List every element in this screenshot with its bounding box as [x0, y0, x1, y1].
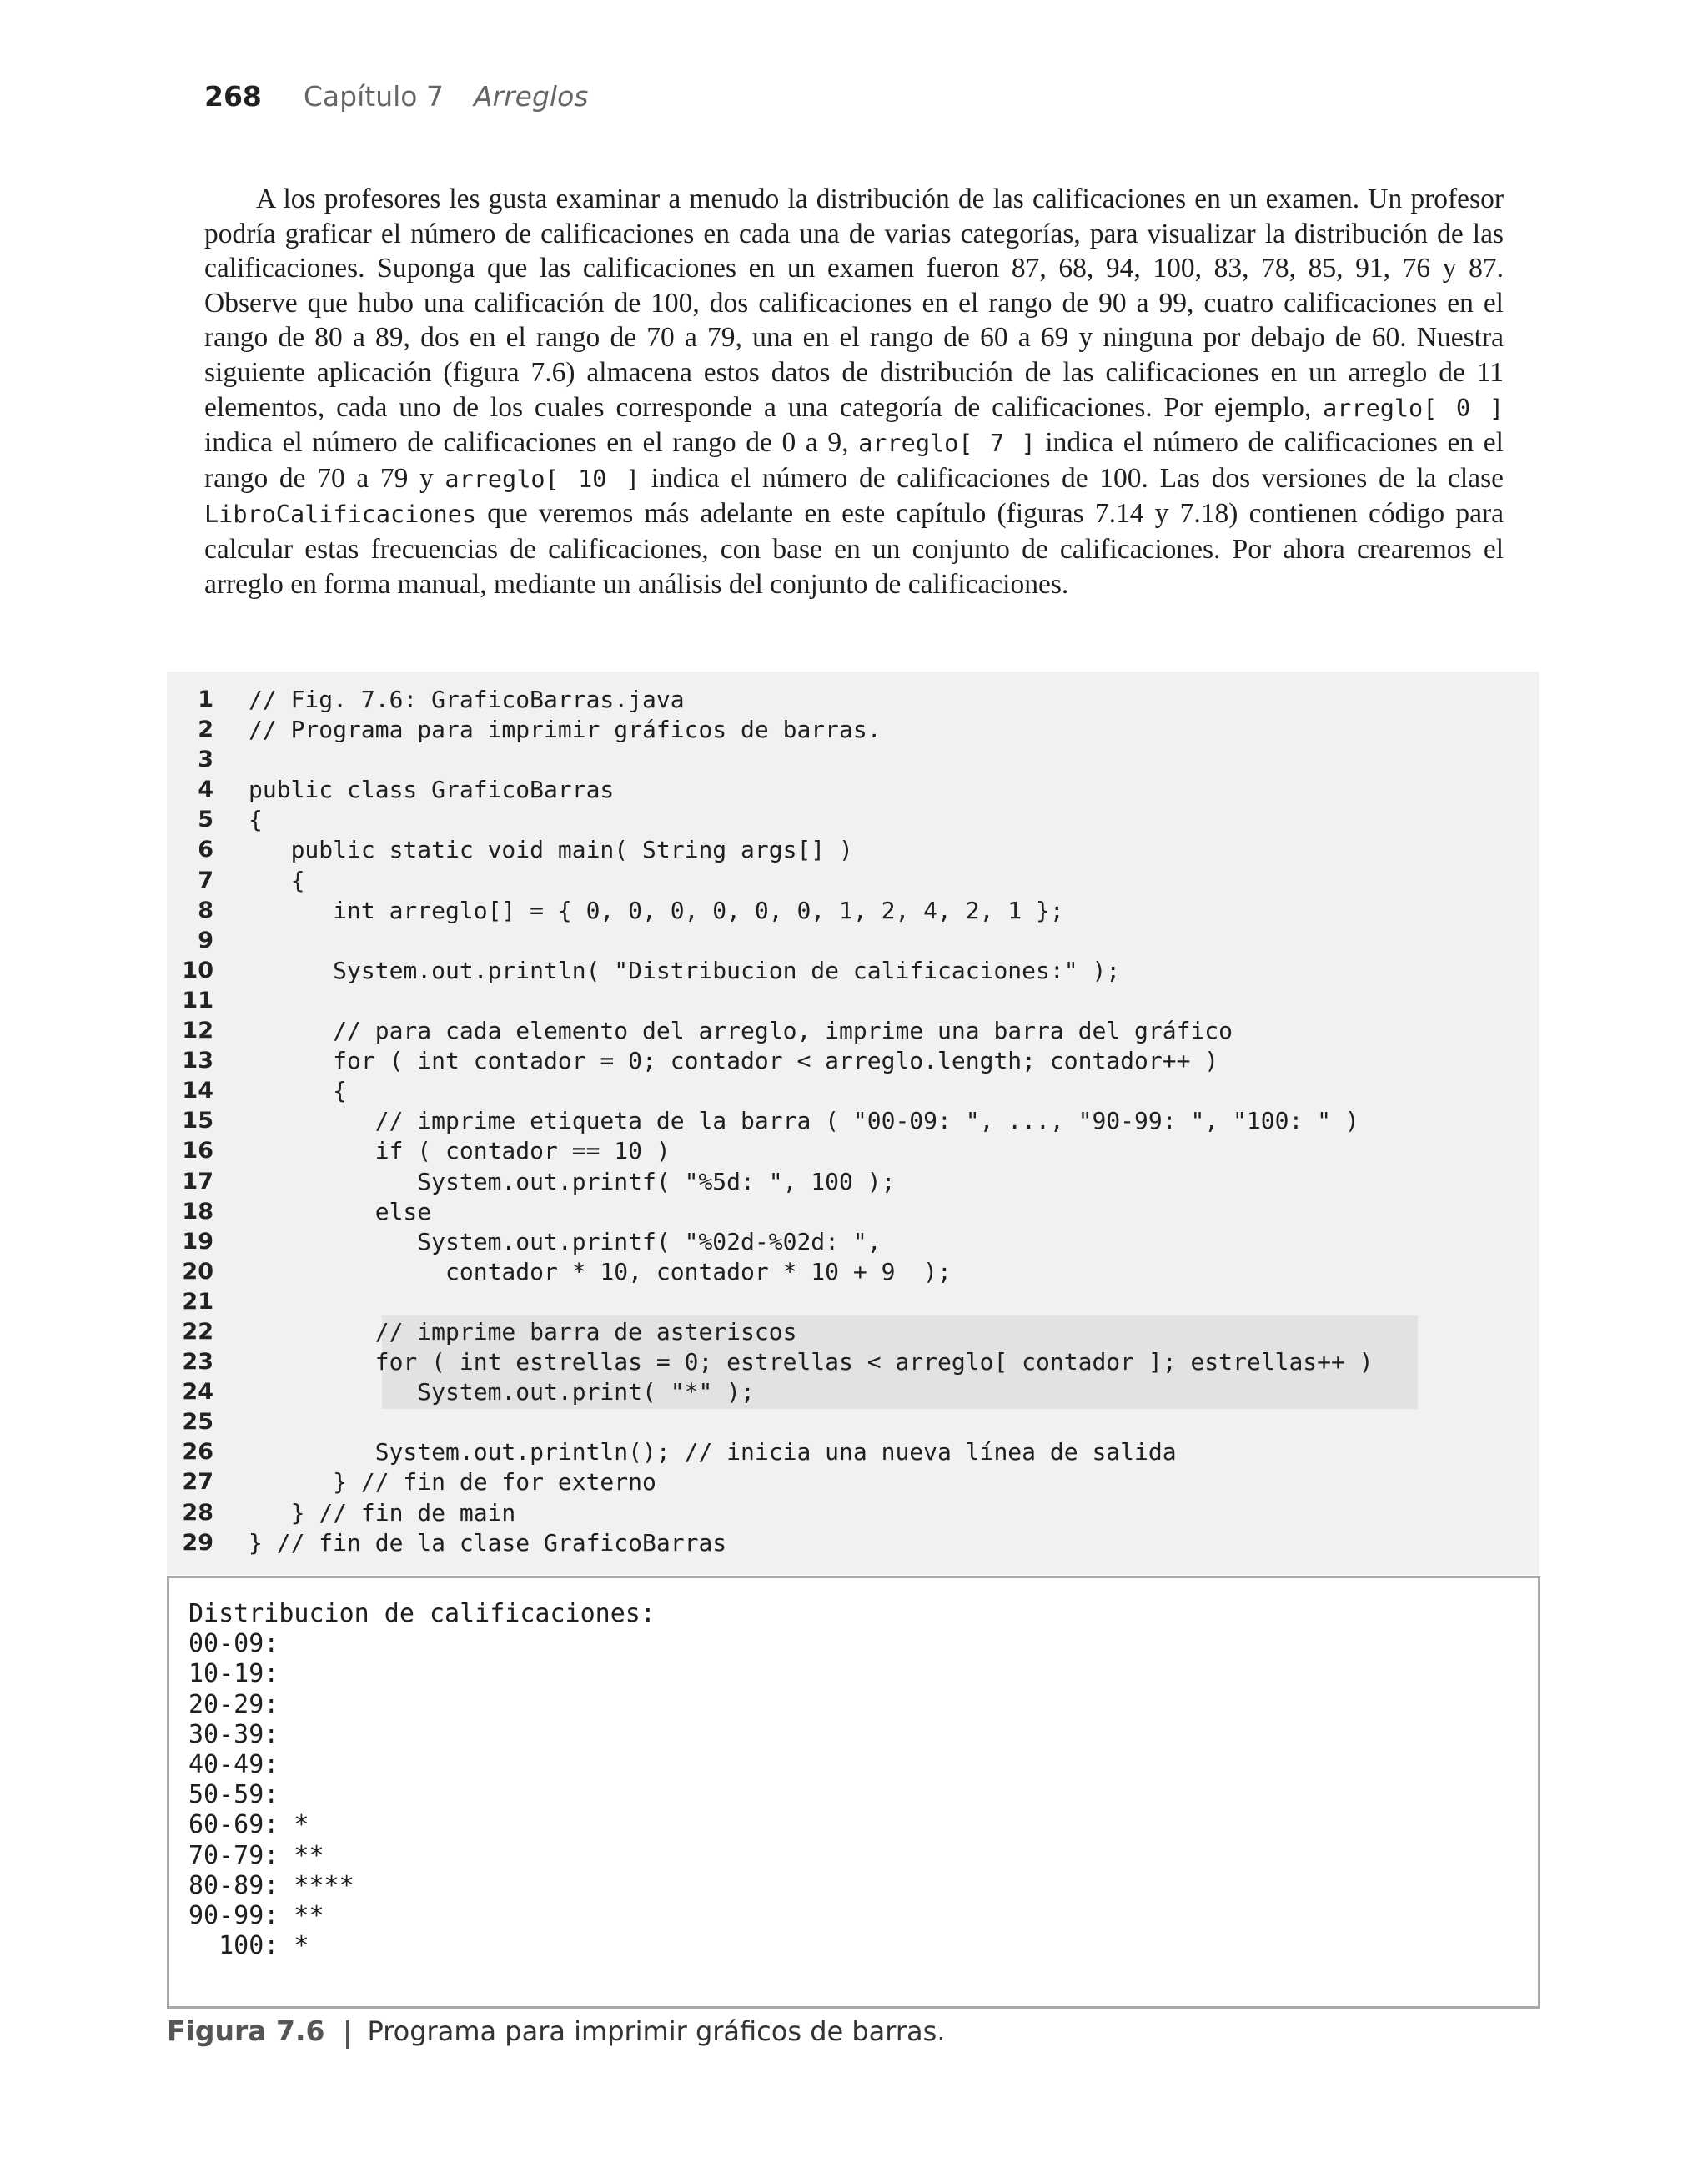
line-number: 18	[182, 1198, 214, 1225]
chapter-label: Capítulo 7	[303, 80, 444, 113]
line-number: 1	[198, 687, 214, 712]
program-output-box	[167, 1576, 1540, 2009]
line-number: 23	[182, 1349, 214, 1376]
code-line	[167, 1197, 1539, 1227]
code-text: for ( int estrellas = 0; estrellas < arreglo[ contador ]; estrellas++ )	[249, 1348, 1374, 1376]
code-line	[167, 1076, 1539, 1106]
line-number: 8	[198, 897, 214, 923]
inline-code: arreglo[ 0 ]	[1323, 394, 1504, 422]
code-line	[167, 926, 1539, 956]
code-text: int arreglo[] = { 0, 0, 0, 0, 0, 0, 1, 2, 4, 2, 1 };	[249, 896, 1064, 924]
line-number: 2	[198, 717, 214, 743]
code-line	[167, 1498, 1539, 1528]
line-number: 9	[198, 927, 214, 953]
line-number: 4	[198, 777, 214, 803]
code-line	[167, 1106, 1539, 1136]
code-listing	[167, 685, 1539, 1558]
code-line	[167, 1377, 1539, 1407]
code-text: } // fin de la clase GraficoBarras	[249, 1528, 727, 1557]
code-line	[167, 1528, 1539, 1558]
code-text: {	[249, 1077, 348, 1105]
code-text: {	[249, 866, 305, 894]
line-number: 11	[182, 987, 214, 1014]
figure-caption	[167, 2015, 945, 2055]
caption-separator	[346, 2020, 349, 2049]
code-line	[167, 1467, 1539, 1497]
line-number: 28	[182, 1499, 214, 1526]
code-line	[167, 986, 1539, 1016]
page-header	[204, 80, 588, 120]
code-line	[167, 745, 1539, 775]
code-line	[167, 1016, 1539, 1046]
code-text: System.out.printf( "%5d: ", 100 );	[249, 1167, 896, 1195]
code-line	[167, 685, 1539, 715]
line-number: 6	[198, 837, 214, 863]
code-line	[167, 1317, 1539, 1347]
code-text: // Fig. 7.6: GraficoBarras.java	[249, 686, 685, 713]
line-number: 10	[182, 957, 214, 983]
figure-label: Figura 7.6	[167, 2015, 325, 2047]
code-text: // para cada elemento del arreglo, imprime una barra del gráfico	[249, 1017, 1233, 1045]
code-text: System.out.println( "Distribucion de calificaciones:" );	[249, 956, 1121, 984]
code-line	[167, 896, 1539, 926]
line-number: 22	[182, 1318, 214, 1345]
inline-code: LibroCalificaciones	[204, 500, 477, 529]
code-text: } // fin de for externo	[249, 1468, 656, 1496]
code-line	[167, 866, 1539, 896]
inline-code: arreglo[ 10 ]	[445, 465, 640, 493]
line-number: 14	[182, 1078, 214, 1104]
line-number: 20	[182, 1258, 214, 1285]
code-line	[167, 1257, 1539, 1287]
code-text: contador * 10, contador * 10 + 9 );	[249, 1257, 952, 1285]
line-number: 27	[182, 1469, 214, 1496]
line-number: 19	[182, 1228, 214, 1255]
code-line	[167, 715, 1539, 745]
program-output: Distribucion de calificaciones: 00-09: 10-19: 20-29: 30-39: 40-49: 50-59: 60-69: * 70-79: ** 80-89: **** 90-99: ** 100: *	[188, 1599, 656, 1961]
intro-text: que veremos más adelante en este capítulo (figuras 7.14 y 7.18) contienen código para calcular estas frecuencias de calificaciones, con base en un conjunto de calificaciones. Por ahora crearemos el arreglo en forma manual, mediante un análisis del conjunto de calificaciones.	[204, 498, 1504, 600]
line-number: 5	[198, 807, 214, 833]
code-line	[167, 1046, 1539, 1076]
line-number: 29	[182, 1529, 214, 1556]
line-number: 3	[198, 747, 214, 773]
code-line	[167, 775, 1539, 805]
chapter-title: Arreglos	[473, 80, 589, 113]
code-text: System.out.printf( "%02d-%02d: ",	[249, 1227, 882, 1255]
code-line	[167, 1167, 1539, 1197]
code-text: for ( int contador = 0; contador < arreglo.length; contador++ )	[249, 1047, 1219, 1075]
line-number: 15	[182, 1108, 214, 1134]
line-number: 7	[198, 867, 214, 893]
code-text: public static void main( String args[] )	[249, 836, 853, 864]
code-line	[167, 1136, 1539, 1166]
code-line	[167, 1437, 1539, 1467]
code-line	[167, 1227, 1539, 1257]
page-number: 268	[204, 80, 262, 113]
code-line	[167, 1407, 1539, 1437]
code-line	[167, 956, 1539, 986]
line-number: 21	[182, 1288, 214, 1315]
code-line	[167, 1347, 1539, 1377]
intro-paragraph	[204, 182, 1504, 601]
inline-code: arreglo[ 7 ]	[858, 430, 1036, 458]
code-line	[167, 1287, 1539, 1317]
code-text: if ( contador == 10 )	[249, 1137, 671, 1165]
line-number: 25	[182, 1409, 214, 1436]
code-line	[167, 805, 1539, 835]
code-line	[167, 835, 1539, 865]
code-text: {	[249, 806, 263, 834]
code-text: // imprime etiqueta de la barra ( "00-09: ", ..., "90-99: ", "100: " )	[249, 1107, 1359, 1135]
code-text: public class GraficoBarras	[249, 776, 615, 804]
line-number: 24	[182, 1379, 214, 1406]
intro-text: indica el número de calificaciones en el rango de 0 a 9,	[204, 427, 859, 459]
code-text: } // fin de main	[249, 1498, 516, 1527]
line-number: 12	[182, 1018, 214, 1044]
line-number: 17	[182, 1168, 214, 1195]
intro-text: indica el número de calificaciones de 100. Las dos versiones de la clase	[640, 462, 1504, 494]
figure-caption-text: Programa para imprimir gráficos de barras.	[367, 2015, 946, 2047]
code-text: else	[249, 1197, 432, 1225]
code-text: // imprime barra de asteriscos	[249, 1317, 797, 1346]
intro-text: A los profesores les gusta examinar a menudo la distribución de las calificaciones en un examen. Un profesor podría graficar el número de calificaciones en cada una de varias categorías, para visualizar la distribución de las calificaciones. Suponga que las calificaciones en un examen fueron 87, 68, 94, 100, 83, 78, 85, 91, 76 y 87. Observe que hubo una calificación de 100, dos calificaciones en el rango de 90 a 99, cuatro calificaciones en el rango de 80 a 89, dos en el rango de 70 a 79, una en el rango de 60 a 69 y ninguna por debajo de 60. Nuestra siguiente aplicación (figura 7.6) almacena estos datos de distribución de las calificaciones en un arreglo de 11 elementos, cada uno de los cuales corresponde a una categoría de calificaciones. Por ejemplo,	[204, 184, 1504, 423]
code-text: // Programa para imprimir gráficos de barras.	[249, 716, 882, 744]
line-number: 26	[182, 1439, 214, 1466]
intro-text: indica el número de calificaciones en el rango de 70 a 79 y	[204, 427, 1504, 494]
code-text: System.out.println(); // inicia una nueva línea de salida	[249, 1438, 1177, 1466]
line-number: 13	[182, 1048, 214, 1074]
line-number: 16	[182, 1138, 214, 1164]
code-text: System.out.print( "*" );	[249, 1378, 755, 1406]
